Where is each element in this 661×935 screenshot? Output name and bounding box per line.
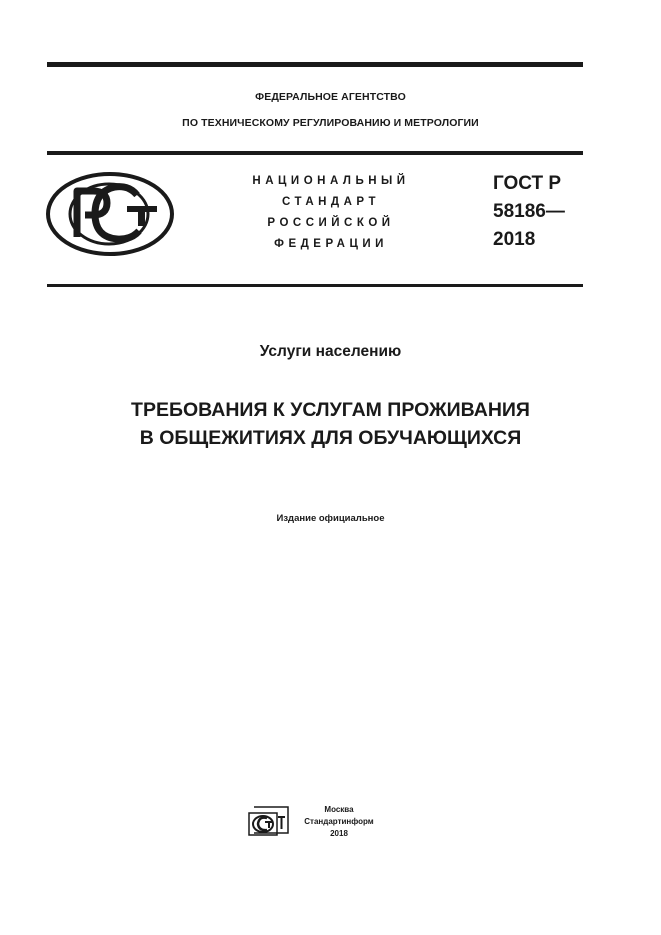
document-title xyxy=(0,396,661,452)
top-rule xyxy=(47,62,583,67)
national-standard-line: СТАНДАРТ xyxy=(282,196,380,208)
edition-label: Издание официальное xyxy=(276,513,385,524)
agency-line-2: ПО ТЕХНИЧЕСКОМУ РЕГУЛИРОВАНИЮ И МЕТРОЛОГИИ xyxy=(182,117,479,129)
national-standard-line: ФЕДЕРАЦИИ xyxy=(274,238,388,250)
standard-code-line-2: 58186— xyxy=(493,201,565,222)
title-block-rule xyxy=(47,284,583,287)
header-rule xyxy=(47,151,583,155)
national-standard-label xyxy=(228,171,434,255)
agency-line-1: ФЕДЕРАЛЬНОЕ АГЕНТСТВО xyxy=(255,91,406,103)
publisher-name: Стандартинформ xyxy=(304,817,374,826)
standard-code-line-3: 2018 xyxy=(493,229,536,250)
document-title-line-2: В ОБЩЕЖИТИЯХ ДЛЯ ОБУЧАЮЩИХСЯ xyxy=(139,427,522,449)
rst-mark-icon xyxy=(45,171,175,257)
standartinform-logo-icon xyxy=(248,803,290,837)
national-standard-line: РОССИЙСКОЙ xyxy=(267,217,395,229)
document-title-line-1: ТРЕБОВАНИЯ К УСЛУГАМ ПРОЖИВАНИЯ xyxy=(131,399,530,421)
publisher-city: Москва xyxy=(324,805,354,814)
standard-code xyxy=(493,170,565,254)
publisher-block xyxy=(296,804,382,840)
national-standard-line: НАЦИОНАЛЬНЫЙ xyxy=(252,175,410,187)
document-subtitle: Услуги населению xyxy=(259,343,402,360)
standard-code-line-1: ГОСТ Р xyxy=(493,173,562,194)
publisher-year: 2018 xyxy=(330,829,348,838)
